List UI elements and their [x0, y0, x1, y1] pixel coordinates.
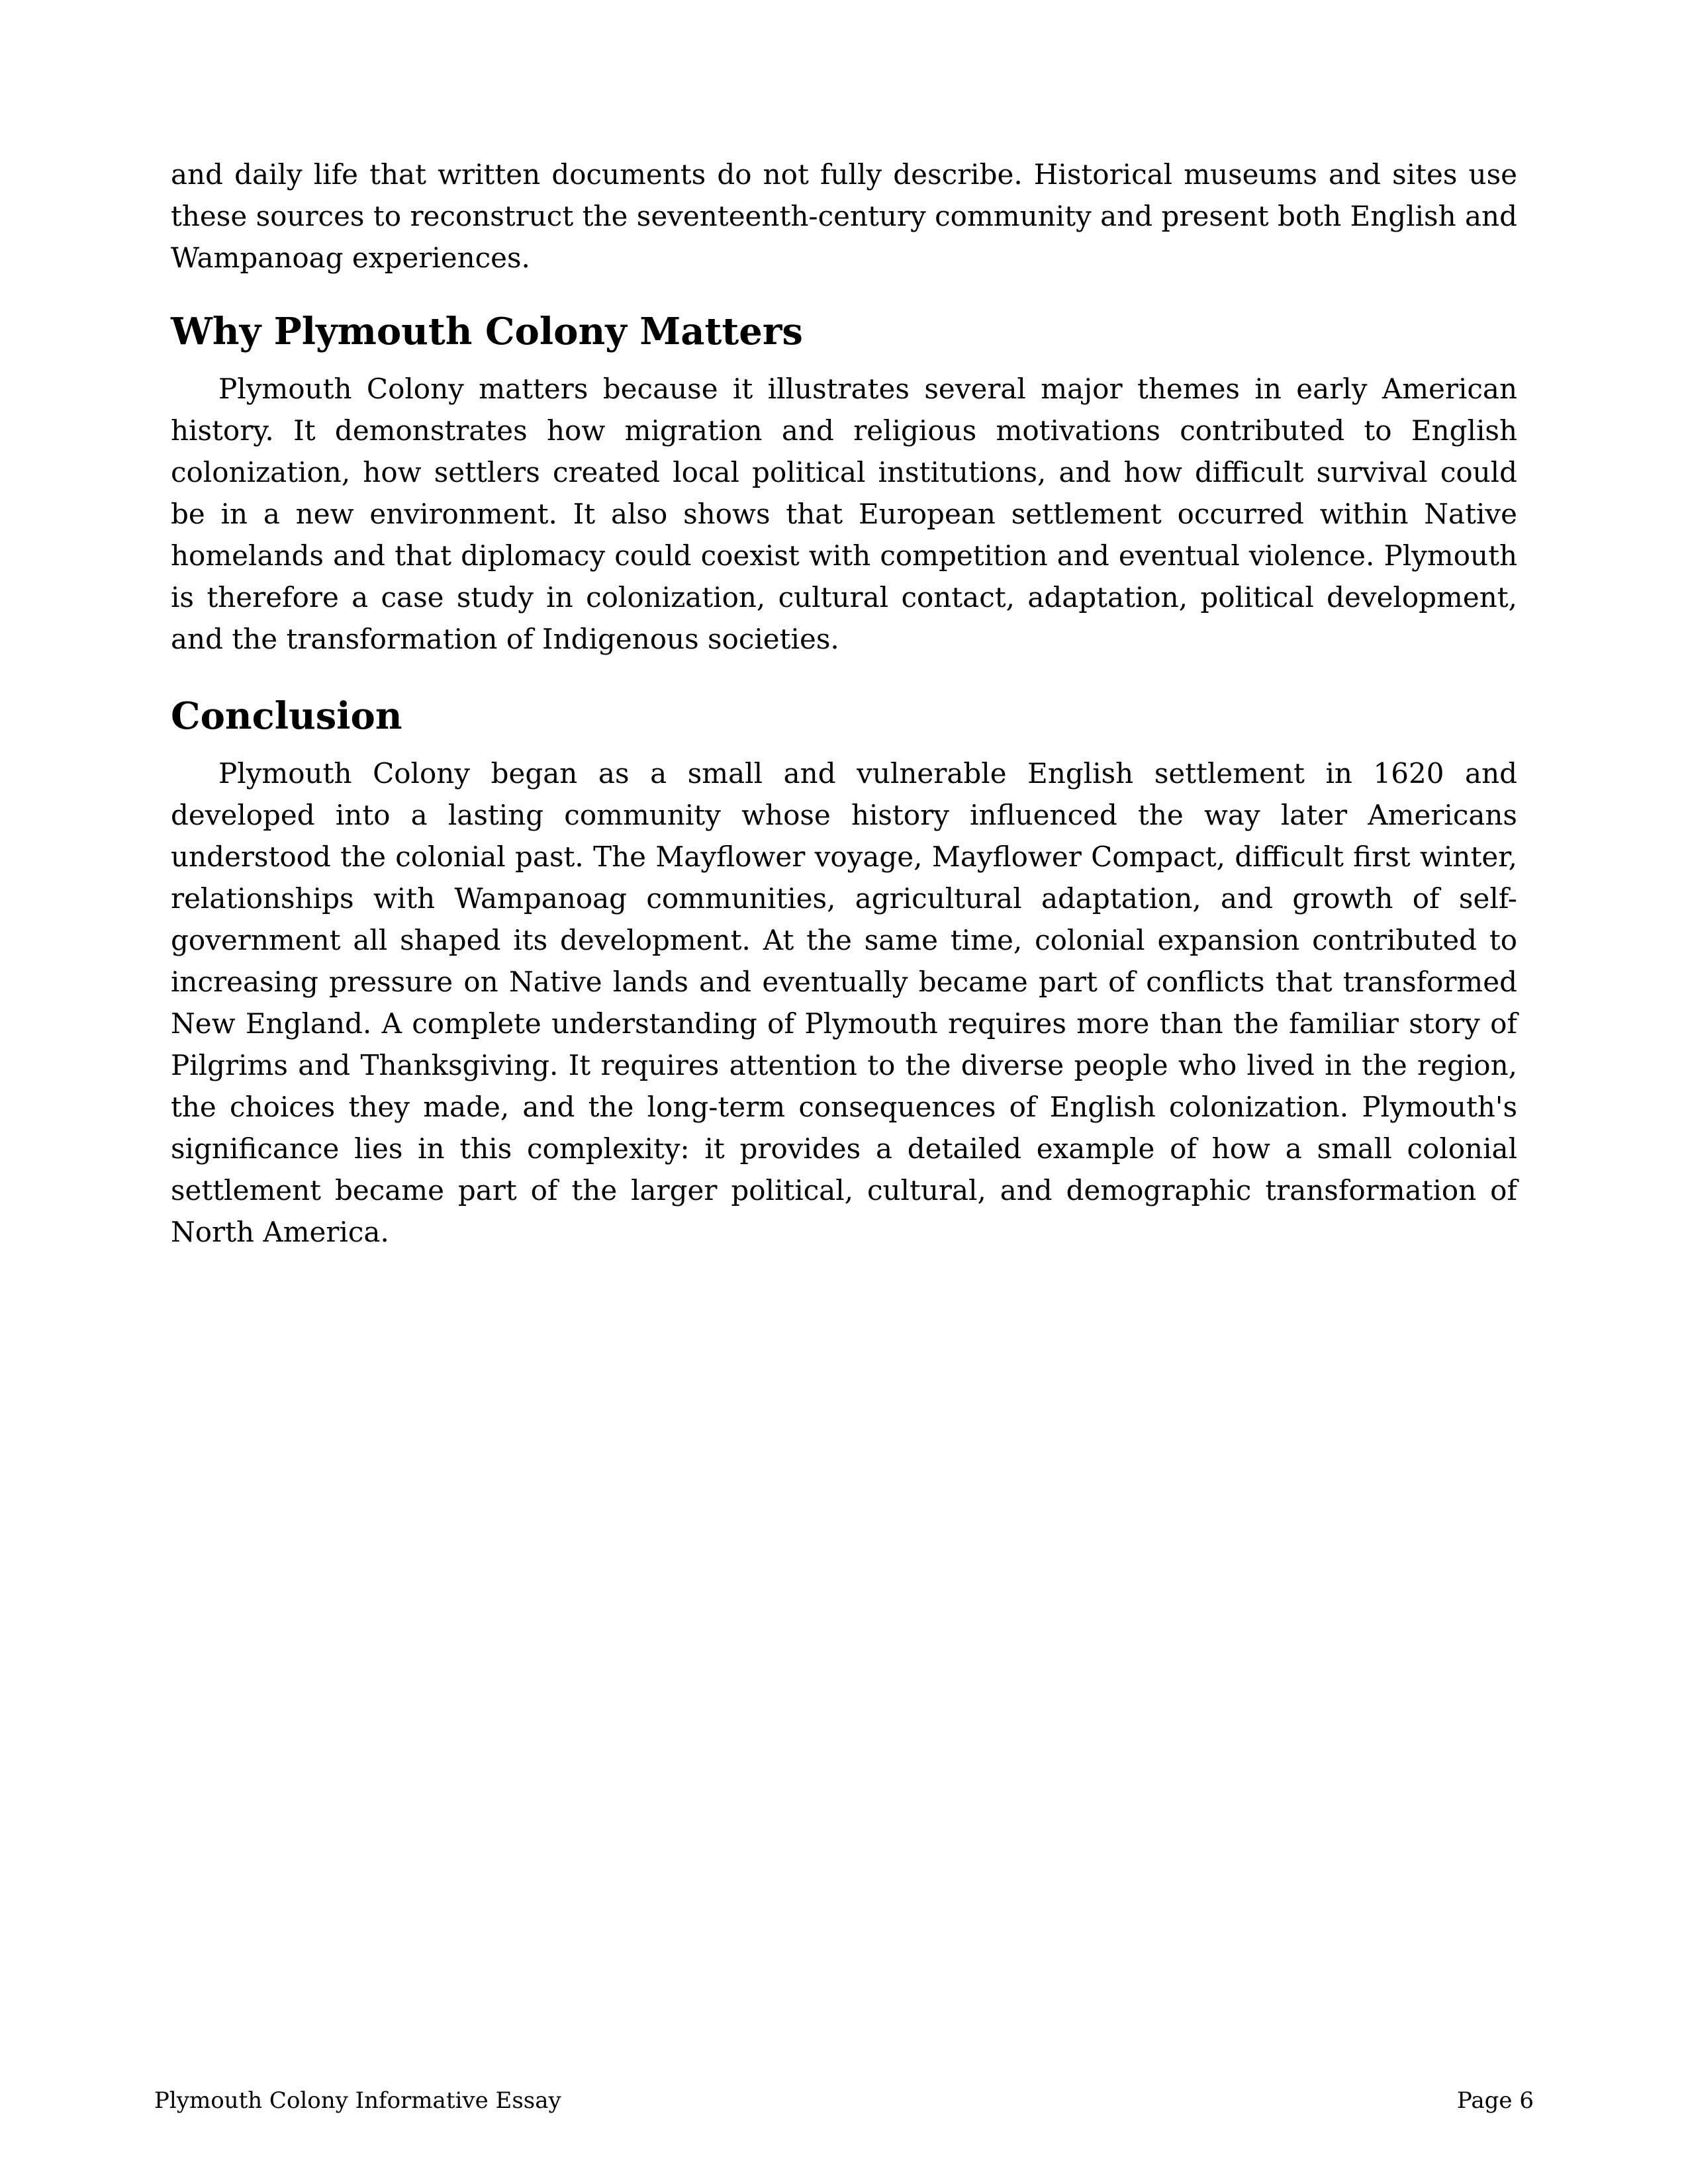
- section-heading-conclusion: Conclusion: [171, 694, 402, 738]
- page-content: [171, 154, 1517, 1253]
- section-heading-why-plymouth-matters: Why Plymouth Colony Matters: [171, 310, 803, 353]
- footer-document-title: Plymouth Colony Informative Essay: [154, 2087, 561, 2114]
- intro-continuation-paragraph: and daily life that written documents do not fully describe. Historical museums and sites use these sources to reconstruct the seventeenth-century community and present both English and Wampanoag experiences.: [171, 158, 1517, 274]
- section-paragraph-why-plymouth-matters: Plymouth Colony matters because it illustrates several major themes in early American history. It demonstrates how migration and religious motivations contributed to English colonization, how settlers created local political institutions, and how difficult survival could be in a new environment. It also shows that European settlement occurred within Native homelands and that diplomacy could coexist with competition and eventual violence. Plymouth is therefore a case study in colonization, cultural contact, adaptation, political development, and the transformation of Indigenous societies.: [171, 373, 1517, 655]
- footer-page-number: Page 6: [1457, 2087, 1534, 2114]
- section-paragraph-conclusion: Plymouth Colony began as a small and vulnerable English settlement in 1620 and developed into a lasting community whose history influenced the way later Americans understood the colonial past. The Mayflower voyage, Mayflower Compact, difficult first winter, relationships with Wampanoag communities, agricultural adaptation, and growth of self-government all shaped its development. At the same time, colonial expansion contributed to increasing pressure on Native lands and eventually became part of conflicts that transformed New England. A complete understanding of Plymouth requires more than the familiar story of Pilgrims and Thanksgiving. It requires attention to the diverse people who lived in the region, the choices they made, and the long-term consequences of English colonization. Plymouth's significance lies in this complexity: it provides a detailed example of how a small colonial settlement became part of the larger political, cultural, and demographic transformation of North America.: [171, 757, 1517, 1248]
